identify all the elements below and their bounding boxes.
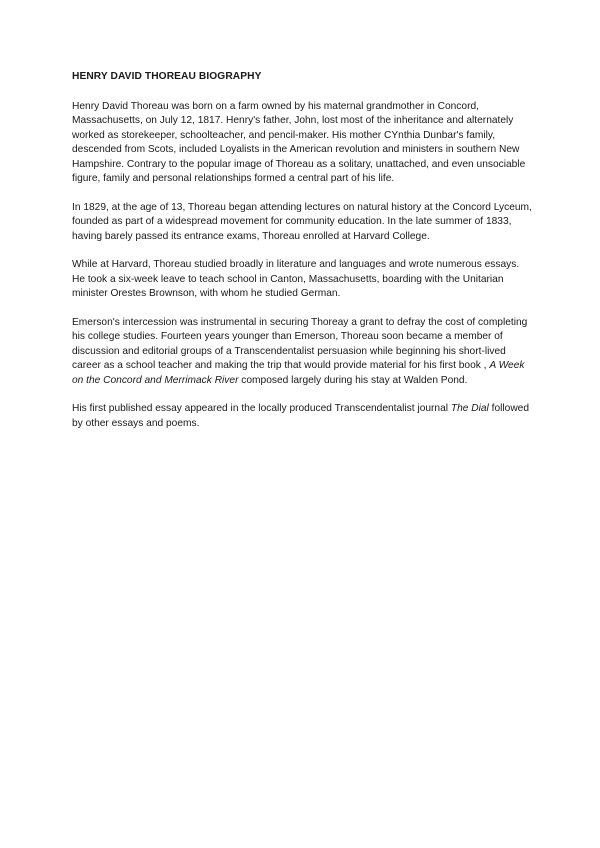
paragraph-emerson-text-after: composed largely during his stay at Walden Pond.: [238, 374, 468, 386]
book-title: A Week on the Concord and Merrimack River: [72, 360, 525, 386]
paragraph-lyceum: In 1829, at the age of 13, Thoreau began attending lectures on natural history at the Concord Lyceum, founded as part of a widespread movement for community education. In the late summer of 1833, having barely passed its entrance exams, Thoreau enrolled at Harvard College.: [72, 201, 532, 242]
document-title: HENRY DAVID THOREAU BIOGRAPHY: [72, 71, 262, 82]
paragraph-birth: Henry David Thoreau was born on a farm owned by his maternal grandmother in Concord, Massachusetts, on July 12, 1817. Henry's father, John, lost most of the inheritance and alternately worked as storekeeper, schoolteacher, and pencil-maker. His mother CYnthia Dunbar's family, descended from Scots, included Loyalists in the American revolution and ministers in southern New Hampshire. Contrary to the popular image of Thoreau as a solitary, unattached, and even unsociable figure, family and personal relationships formed a central part of his life.: [72, 101, 526, 185]
paragraph-harvard: While at Harvard, Thoreau studied broadly in literature and languages and wrote numerous essays. He took a six-week leave to teach school in Canton, Massachusetts, boarding with the Unitarian minister Orestes Brownson, with whom he studied German.: [72, 259, 520, 300]
paragraph-first-essay: [72, 402, 532, 431]
paragraph-first-essay-text-before: His first published essay appeared in the locally produced Transcendentalist journal: [72, 403, 451, 415]
paragraph-emerson-text-before: Emerson's intercession was instrumental in securing Thoreay a grant to defray the cost of completing his college studies. Fourteen years younger than Emerson, Thoreau soon became a member of discussion and editorial groups of a Transcendentalist persuasion while beginning his short-lived career as a school teacher and making the trip that would provide material for his first book ,: [72, 317, 528, 372]
paragraph-emerson: [72, 316, 532, 388]
document-body: [72, 70, 532, 446]
paragraph-first-essay-text-after: followed by other essays and poems.: [72, 403, 530, 429]
journal-title: The Dial: [450, 403, 489, 415]
